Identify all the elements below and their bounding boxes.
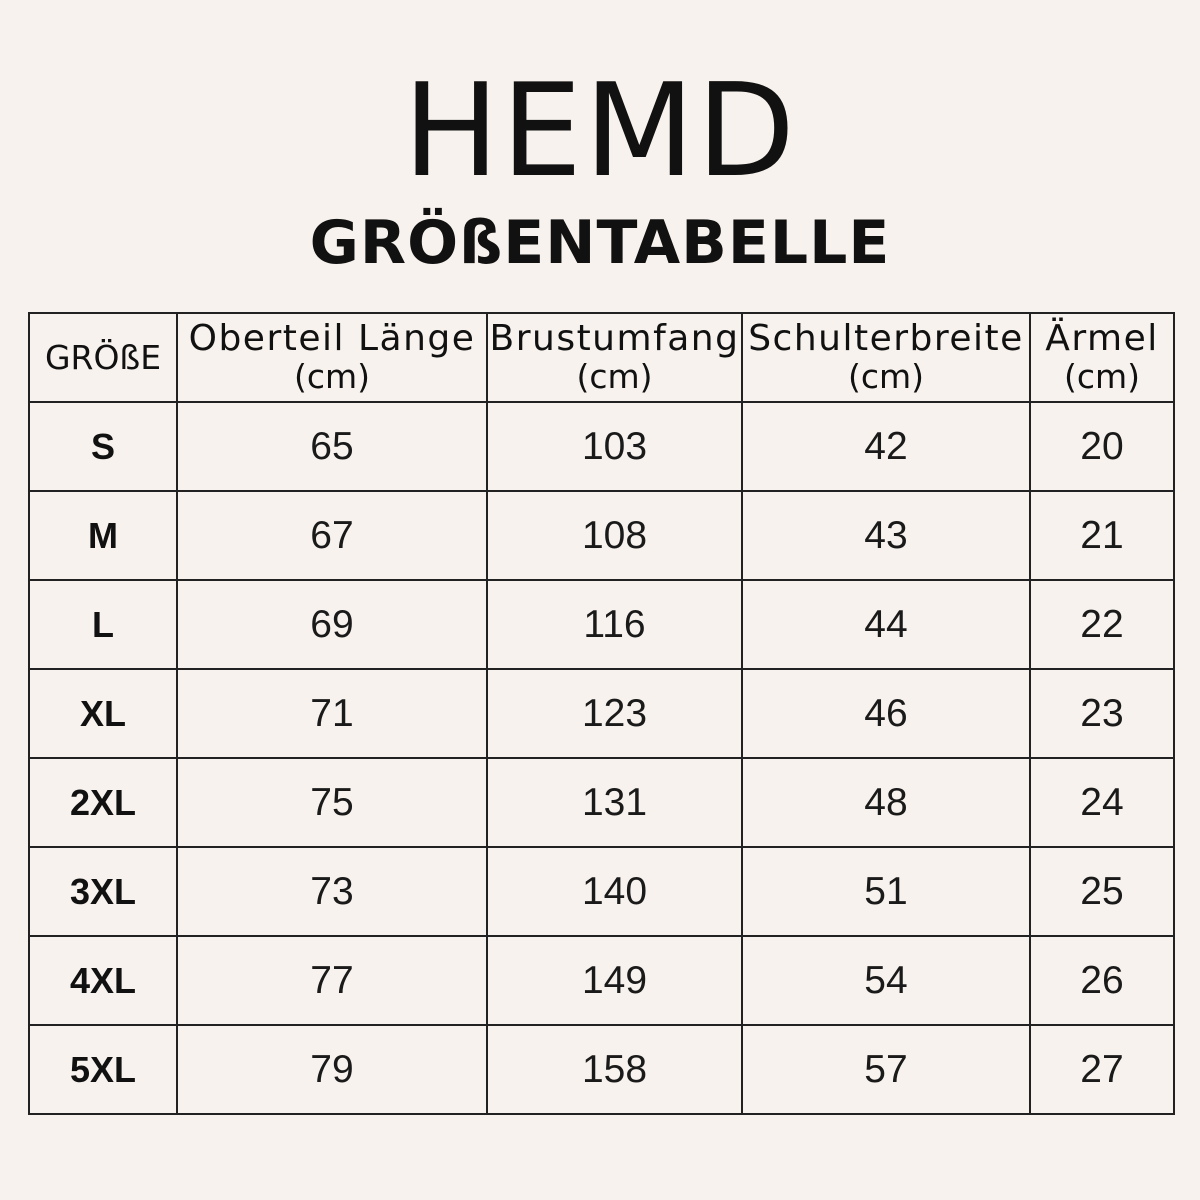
header-chest [487, 313, 742, 402]
header-chest-label: Brustumfang [489, 317, 740, 359]
sleeve-cell: 24 [1030, 758, 1174, 847]
header-length [177, 313, 487, 402]
size-cell: 2XL [29, 758, 177, 847]
header-length-label: Oberteil Länge [188, 317, 476, 359]
page-title: HEMD [402, 57, 798, 206]
size-chart-table [28, 312, 1175, 1115]
length-cell: 65 [177, 402, 487, 491]
length-cell: 73 [177, 847, 487, 936]
header-shoulder-label: Schulterbreite [748, 317, 1024, 359]
size-cell: 4XL [29, 936, 177, 1025]
sleeve-cell: 21 [1030, 491, 1174, 580]
length-cell: 79 [177, 1025, 487, 1114]
header-sleeve [1030, 313, 1174, 402]
table-row [29, 936, 1174, 1025]
header-sleeve-unit: (cm) [1063, 356, 1141, 396]
shoulder-cell: 44 [742, 580, 1030, 669]
chest-cell: 103 [487, 402, 742, 491]
table-header-row [29, 313, 1174, 402]
shoulder-cell: 51 [742, 847, 1030, 936]
sleeve-cell: 22 [1030, 580, 1174, 669]
size-cell: 5XL [29, 1025, 177, 1114]
size-cell: XL [29, 669, 177, 758]
table-row [29, 491, 1174, 580]
length-cell: 75 [177, 758, 487, 847]
header-shoulder-unit: (cm) [847, 356, 925, 396]
shoulder-cell: 54 [742, 936, 1030, 1025]
shoulder-cell: 57 [742, 1025, 1030, 1114]
table-row [29, 1025, 1174, 1114]
header-sleeve-label: Ärmel [1045, 317, 1159, 359]
chest-cell: 116 [487, 580, 742, 669]
size-cell: S [29, 402, 177, 491]
shoulder-cell: 42 [742, 402, 1030, 491]
size-cell: M [29, 491, 177, 580]
sleeve-cell: 25 [1030, 847, 1174, 936]
chest-cell: 140 [487, 847, 742, 936]
length-cell: 71 [177, 669, 487, 758]
sleeve-cell: 26 [1030, 936, 1174, 1025]
table-row [29, 847, 1174, 936]
header-chest-unit: (cm) [576, 356, 653, 396]
table-row [29, 758, 1174, 847]
table-row [29, 580, 1174, 669]
shoulder-cell: 43 [742, 491, 1030, 580]
length-cell: 69 [177, 580, 487, 669]
size-cell: 3XL [29, 847, 177, 936]
size-cell: L [29, 580, 177, 669]
chest-cell: 158 [487, 1025, 742, 1114]
chest-cell: 149 [487, 936, 742, 1025]
header-shoulder [742, 313, 1030, 402]
chest-cell: 108 [487, 491, 742, 580]
sleeve-cell: 23 [1030, 669, 1174, 758]
length-cell: 77 [177, 936, 487, 1025]
chest-cell: 123 [487, 669, 742, 758]
length-cell: 67 [177, 491, 487, 580]
shoulder-cell: 48 [742, 758, 1030, 847]
header-size [29, 313, 177, 402]
header-size-label: GRÖßE [44, 337, 162, 377]
sleeve-cell: 20 [1030, 402, 1174, 491]
chest-cell: 131 [487, 758, 742, 847]
table-row [29, 402, 1174, 491]
page-subtitle: GRÖßENTABELLE [309, 208, 891, 278]
header-length-unit: (cm) [293, 356, 371, 396]
sleeve-cell: 27 [1030, 1025, 1174, 1114]
shoulder-cell: 46 [742, 669, 1030, 758]
table-row [29, 669, 1174, 758]
